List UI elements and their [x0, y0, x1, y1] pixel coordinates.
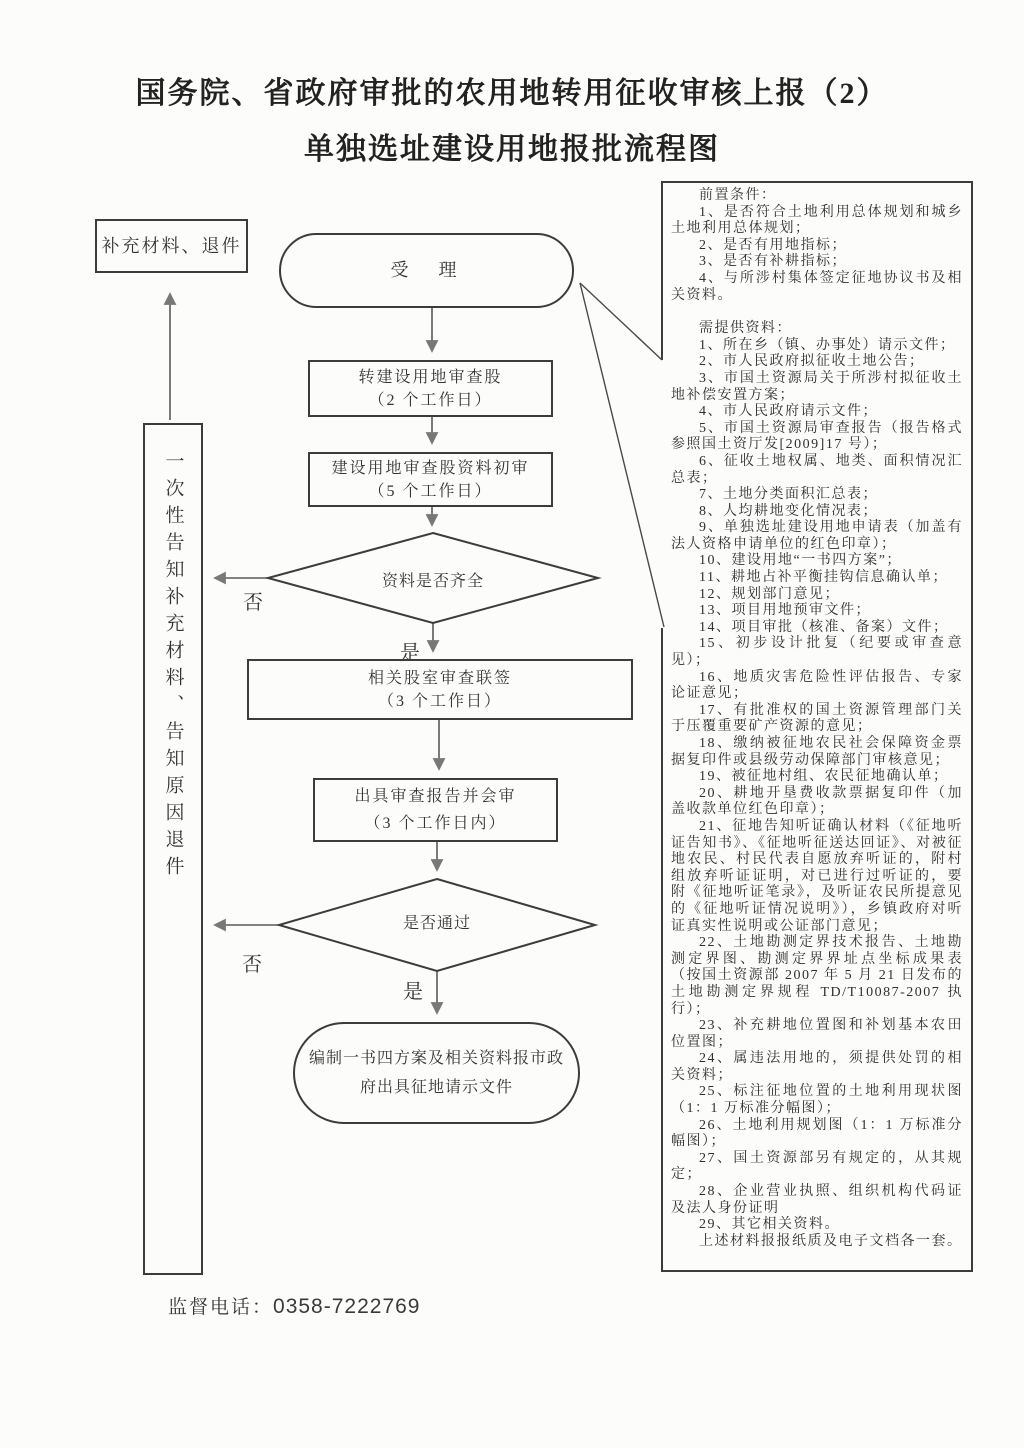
step1-line1: 转建设用地审查股	[358, 368, 503, 386]
panel-paragraph: 6、征收土地权属、地类、面积情况汇总表；	[671, 453, 963, 486]
panel-paragraph: 16、地质灾害危险性评估报告、专家论证意见；	[671, 669, 963, 702]
panel-paragraph: 28、企业营业执照、组织机构代码证及法人身份证明	[671, 1184, 963, 1216]
panel-paragraph: 1、所在乡（镇、办事处）请示文件；	[699, 337, 956, 353]
decision2-label: 是否通过	[402, 915, 471, 932]
panel-paragraph: 21、征地告知听证确认材料（《征地听证告知书》、《征地听征送达回证》、对被征地农民、村民代表自愿放弃听证的，附村组放弃听证证明，对已进行过听证的，要附《征地听证笔录》，及听证农民所提意见的《征地听证情况说明》），乡镇政府对听证真实性说明或公证部门意见；	[671, 818, 963, 934]
page-title: 国务院、省政府审批的农用地转用征收审核上报（2）	[135, 77, 889, 110]
panel-paragraph: 24、属违法用地的，须提供处罚的相关资料；	[671, 1051, 963, 1083]
panel-paragraph: 2、是否有用地指标；	[699, 237, 847, 253]
panel-paragraph: 3、市国土资源局关于所涉村拟征收土地补偿安置方案；	[671, 370, 963, 403]
decision2-no-label: 否	[242, 954, 262, 976]
panel-paragraph: 25、标注征地位置的土地利用现状图（1：1 万标准分幅图）；	[671, 1084, 963, 1117]
final-line1: 编制一书四方案及相关资料报市政	[308, 1050, 564, 1067]
step2-line2: （5 个工作日）	[368, 482, 493, 500]
final-line2: 府出具征地请示文件	[359, 1079, 513, 1096]
panel-paragraph: 18、缴纳被征地农民社会保障资金票据复印件或县级劳动保障部门审核意见；	[671, 736, 963, 768]
panel-paragraph: 14、项目审批（核准、备案）文件；	[699, 619, 949, 635]
panel-paragraph: 上述材料报报纸质及电子文档各一套。	[699, 1233, 963, 1249]
step4-line2: （3 个工作日内）	[364, 815, 507, 832]
panel-paragraph: 26、土地利用规划图（1：1 万标准分幅图）；	[671, 1117, 963, 1150]
supervision-phone	[168, 1292, 420, 1319]
panel-paragraph: 23、补充耕地位置图和补划基本农田位置图；	[671, 1018, 963, 1050]
panel-paragraph: 4、与所涉村集体签定征地协议书及相关资料。	[671, 270, 963, 303]
panel-paragraph: 17、有批准权的国土资源管理部门关于压覆重要矿产资源的意见；	[671, 702, 963, 735]
panel-paragraph: 22、土地勘测定界技术报告、土地勘测定界图、勘测定界界址点坐标成果表（按国土资源部 2007 年 5 月 21 日发布的土地勘测定界规程 TD/T10087-2007 执行）；	[671, 935, 963, 1017]
panel-paragraph: 3、是否有补耕指标；	[699, 254, 847, 270]
step3-line2: （3 个工作日）	[377, 692, 502, 710]
accept-label: 受 理	[390, 260, 463, 280]
panel-paragraph: 27、国土资源部另有规定的，从其规定；	[671, 1150, 963, 1183]
accept-terminal	[279, 233, 574, 308]
panel-paragraph: 前置条件：	[699, 188, 777, 203]
callout-line-lower	[580, 283, 664, 627]
one-time-notice-label: 一次性告知补充材料、告知原因退件	[162, 451, 184, 883]
page-subtitle: 单独选址建设用地报批流程图	[304, 133, 720, 166]
final-terminal	[293, 1022, 580, 1124]
panel-paragraph: 9、单独选址建设用地申请表（加盖有法人资格申请单位的红色印章）；	[671, 520, 963, 552]
panel-paragraph: 20、耕地开垦费收款票据复印件（加盖收款单位红色印章）；	[671, 785, 963, 818]
decision1-yes-label: 是	[400, 642, 420, 664]
decision1-label: 资料是否齐全	[381, 573, 484, 590]
supervision-phone-number: 0358-7222769	[273, 1295, 421, 1318]
panel-paragraph: 1、是否符合土地利用总体规划和城乡土地利用总体规划；	[671, 204, 963, 237]
step4-report-review-box	[313, 778, 558, 842]
callout-line-upper	[580, 283, 662, 360]
step1-line2: （2 个工作日）	[368, 391, 493, 409]
one-time-notice-box	[143, 423, 203, 1275]
step1-transfer-box	[308, 360, 553, 417]
decision2-yes-label: 是	[403, 981, 423, 1003]
step3-joint-sign-box	[247, 659, 633, 720]
panel-paragraph: 10、建设用地“一书四方案”；	[699, 553, 902, 569]
panel-paragraph: 19、被征地村组、农民征地确认单；	[699, 769, 949, 785]
return-materials-label: 补充材料、退件	[101, 235, 242, 256]
step2-initial-review-box	[308, 452, 553, 507]
step4-line1: 出具审查报告并会审	[354, 788, 517, 805]
panel-paragraph: 11、耕地占补平衡挂钩信息确认单；	[699, 570, 948, 586]
supervision-phone-label: 监督电话：	[168, 1297, 274, 1318]
panel-paragraph: 2、市人民政府拟征收土地公告；	[699, 354, 925, 370]
panel-paragraph: 29、其它相关资料。	[699, 1217, 840, 1233]
return-materials-box	[95, 219, 248, 273]
requirements-panel	[663, 181, 973, 1272]
step3-line1: 相关股室审查联签	[367, 669, 512, 687]
panel-paragraph: 15、初步设计批复（纪要或审查意见）；	[671, 636, 963, 669]
decision1-no-label: 否	[243, 592, 263, 614]
panel-paragraph: 4、市人民政府请示文件；	[699, 404, 878, 420]
panel-paragraph: 需提供资料：	[699, 321, 792, 337]
panel-paragraph: 8、人均耕地变化情况表；	[699, 503, 878, 519]
panel-paragraph: 12、规划部门意见；	[699, 586, 840, 602]
panel-paragraph: 7、土地分类面积汇总表；	[699, 487, 878, 503]
step2-line1: 建设用地审查股资料初审	[331, 459, 530, 477]
panel-paragraph: 13、项目用地预审文件；	[699, 603, 871, 619]
panel-paragraph: 5、市国土资源局审查报告（报告格式参照国土资厅发[2009]17 号）；	[671, 420, 963, 453]
